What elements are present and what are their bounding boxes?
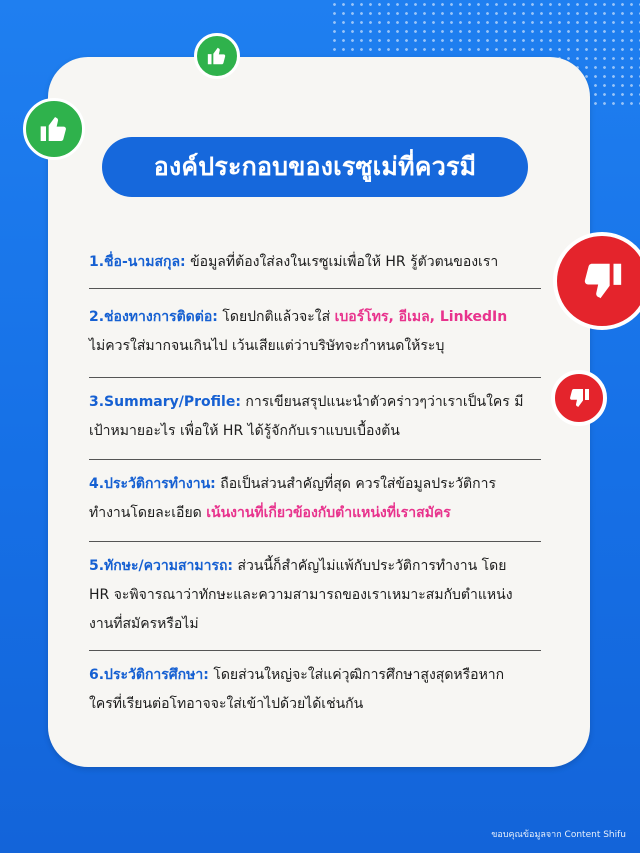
credit-text: ขอบคุณข้อมูลจาก Content Shifu [491, 830, 626, 840]
thumbs-down-icon [579, 258, 625, 304]
divider [89, 650, 541, 651]
section-text: งานที่สมัครหรือไม่ [89, 616, 199, 632]
section-heading: 4.ประวัติการทำงาน: [89, 476, 216, 492]
section-text: ถือเป็นส่วนสำคัญที่สุด ควรใส่ข้อมูลประวัติการ [220, 476, 496, 492]
section-text: เป้าหมายอะไร เพื่อให้ HR ได้รู้จักกับเราแบบเบื้องต้น [89, 423, 400, 439]
section-heading: 1.ชื่อ-นามสกุล: [89, 254, 186, 270]
divider [89, 377, 541, 378]
section-text: โดยส่วนใหญ่จะใส่แค่วุฒิการศึกษาสูงสุดหรือหาก [213, 667, 505, 683]
section-heading: 3.Summary/Profile: [89, 394, 241, 410]
section-highlight: เบอร์โทร, อีเมล, LinkedIn [334, 309, 508, 325]
section-heading: 6.ประวัติการศึกษา: [89, 667, 209, 683]
divider [89, 459, 541, 460]
page-title: องค์ประกอบของเรซูเม่ที่ควรมี [102, 137, 528, 197]
section-text: ข้อมูลที่ต้องใส่ลงในเรซูเม่เพื่อให้ HR รู้ตัวตนของเรา [190, 254, 499, 270]
section-education [89, 661, 559, 719]
section-text: โดยปกติแล้วจะใส่ [222, 309, 331, 325]
thumbs-up-icon [206, 45, 228, 67]
section-name [89, 248, 559, 277]
thumbs-down-icon [567, 386, 591, 410]
section-text: ส่วนนี้ก็สำคัญไม่แพ้กับประวัติการทำงาน โดย [237, 558, 507, 574]
thumbs-up-badge-small [194, 33, 240, 79]
thumbs-down-badge-large [553, 232, 640, 330]
section-skills [89, 552, 559, 639]
section-summary [89, 388, 559, 446]
section-text: HR จะพิจารณาว่าทักษะและความสามารถของเราเหมาะสมกับตำแหน่ง [89, 587, 513, 603]
section-work-history [89, 470, 559, 528]
divider [89, 288, 541, 289]
section-contact [89, 303, 559, 361]
section-heading: 5.ทักษะ/ความสามารถ: [89, 558, 234, 574]
section-text: ใครที่เรียนต่อโทอาจจะใส่เข้าไปด้วยได้เช่นกัน [89, 696, 364, 712]
thumbs-up-badge-large [23, 98, 85, 160]
section-highlight: เน้นงานที่เกี่ยวข้องกับตำแหน่งที่เราสมัคร [206, 505, 451, 521]
divider [89, 541, 541, 542]
thumbs-up-icon [38, 113, 70, 145]
section-text: การเขียนสรุปแนะนำตัวคร่าวๆว่าเราเป็นใคร มี [245, 394, 524, 410]
section-heading: 2.ช่องทางการติดต่อ: [89, 309, 218, 325]
section-text: ไม่ควรใส่มากจนเกินไป เว้นเสียแต่ว่าบริษัทจะกำหนดให้ระบุ [89, 338, 445, 354]
thumbs-down-badge-small [551, 370, 607, 426]
section-text: ทำงานโดยละเอียด [89, 505, 202, 521]
